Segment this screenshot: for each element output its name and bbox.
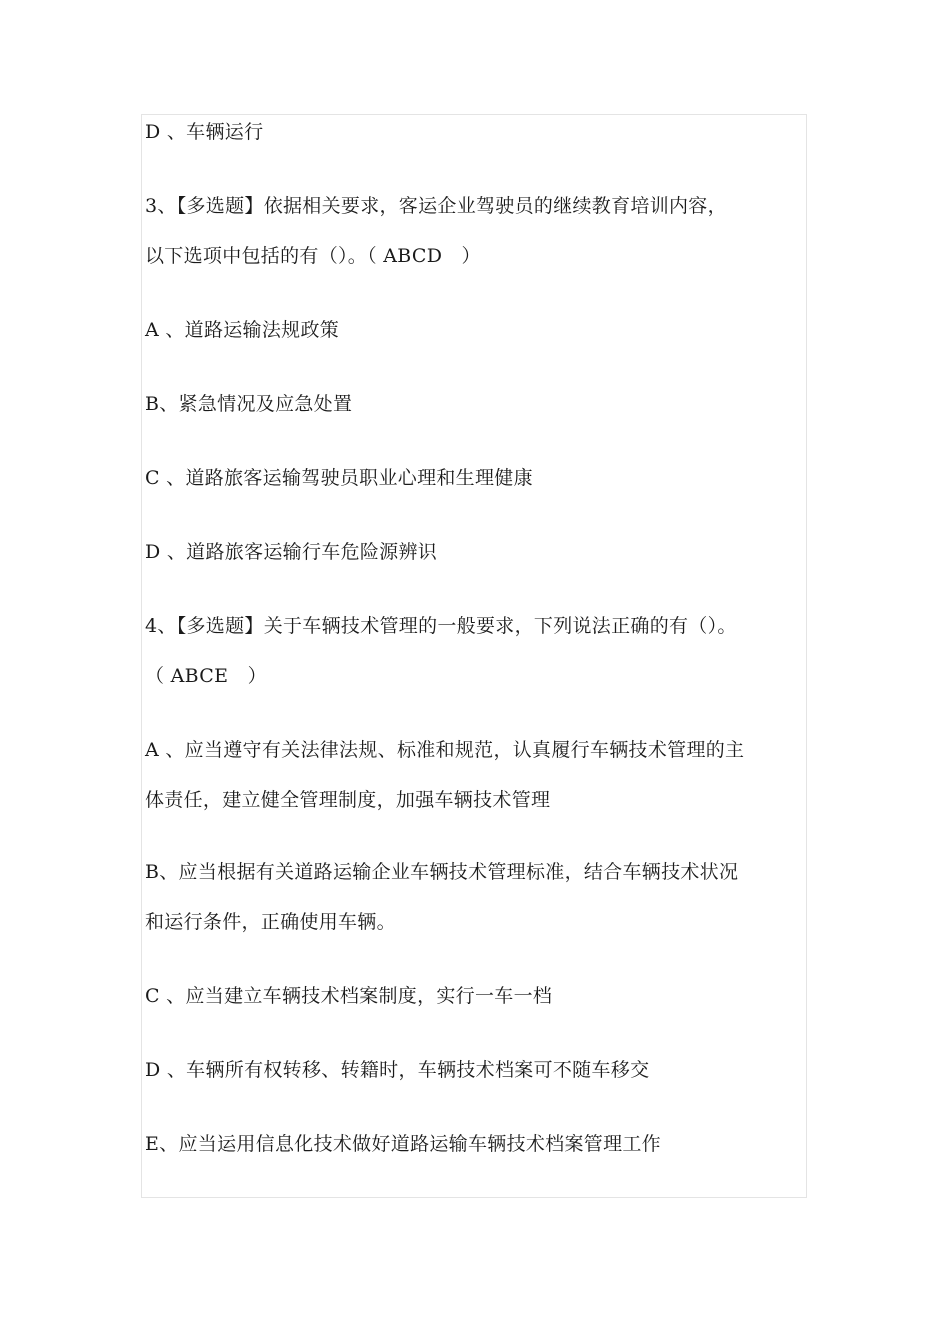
text-line: C 、应当建立车辆技术档案制度，实行一车一档 <box>145 985 553 1007</box>
text-line: 体责任，建立健全管理制度，加强车辆技术管理 <box>145 789 551 811</box>
text-line: A 、道路运输法规政策 <box>145 319 340 341</box>
q4-option-d <box>145 1058 649 1082</box>
q2-option-d <box>145 120 263 144</box>
question-4-stem <box>145 614 737 688</box>
q3-option-a <box>145 318 339 342</box>
text-line: B、应当根据有关道路运输企业车辆技术管理标准，结合车辆技术状况 <box>145 861 739 883</box>
text-line: D 、车辆所有权转移、转籍时，车辆技术档案可不随车移交 <box>145 1059 650 1081</box>
text-line: （ ABCE ） <box>145 665 267 687</box>
q4-option-c <box>145 984 552 1008</box>
q3-option-d <box>145 540 437 564</box>
text-line: 4、【多选题】关于车辆技术管理的一般要求，下列说法正确的有（）。 <box>145 615 737 637</box>
q4-option-b <box>145 860 738 934</box>
question-3-stem <box>145 194 727 268</box>
text-line: C 、道路旅客运输驾驶员职业心理和生理健康 <box>145 467 533 489</box>
q3-option-b <box>145 392 352 416</box>
text-line: A 、应当遵守有关法律法规、标准和规范，认真履行车辆技术管理的主 <box>145 739 745 761</box>
q4-option-e <box>145 1132 661 1156</box>
text-line: B、紧急情况及应急处置 <box>145 393 353 415</box>
text-line: E、应当运用信息化技术做好道路运输车辆技术档案管理工作 <box>145 1133 661 1155</box>
text-line: 以下选项中包括的有（）。（ ABCD ） <box>145 245 481 267</box>
text-line: D 、道路旅客运输行车危险源辨识 <box>145 541 438 563</box>
text-line: 3、【多选题】依据相关要求，客运企业驾驶员的继续教育培训内容， <box>145 195 727 217</box>
text-line: 和运行条件，正确使用车辆。 <box>145 911 396 933</box>
q4-option-a <box>145 738 744 812</box>
q3-option-c <box>145 466 533 490</box>
text-line: D 、车辆运行 <box>145 121 264 143</box>
